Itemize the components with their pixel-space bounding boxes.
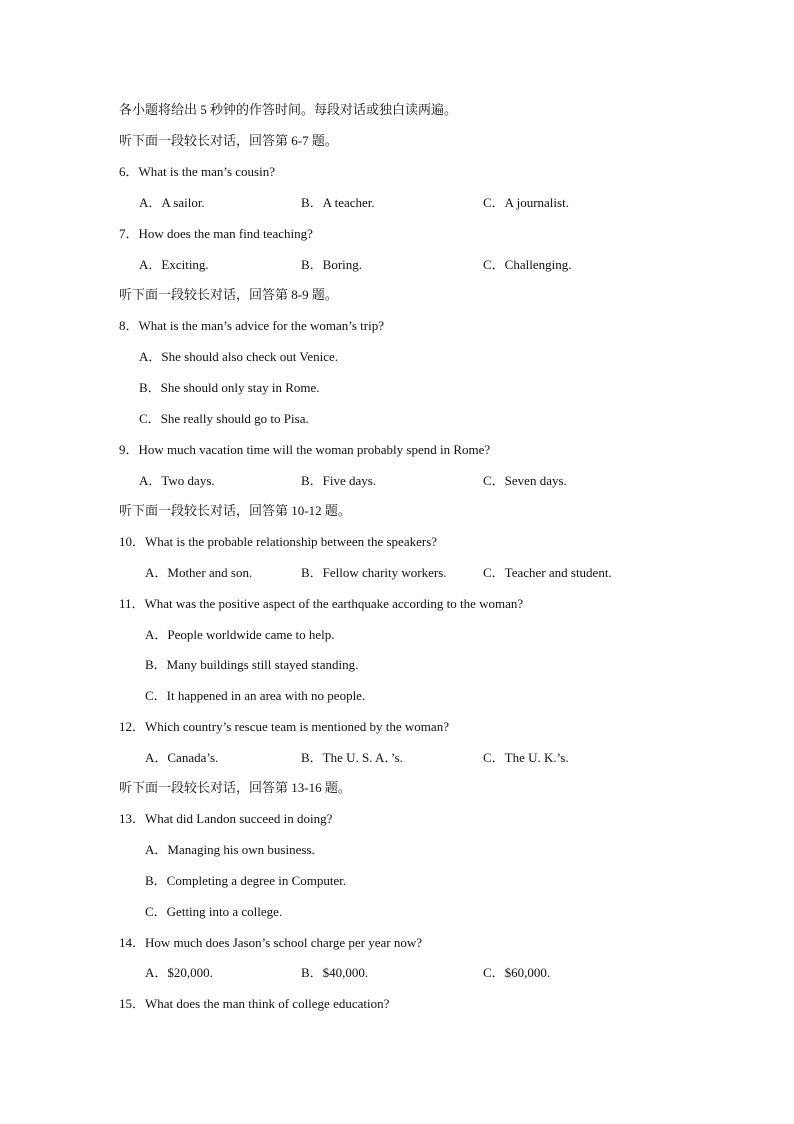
question-7-option-a: A．Exciting.	[139, 257, 209, 272]
question-8-option-b: B．She should only stay in Rome.	[139, 380, 320, 395]
instructions-text: 各小题将给出 5 秒钟的作答时间。每段对话或独白读两遍。	[119, 102, 458, 117]
question-10-option-a: A．Mother and son.	[145, 565, 253, 580]
question-9: 9．How much vacation time will the woman probably spend in Rome?	[119, 442, 491, 457]
section-heading-6-7: 听下面一段较长对话，回答第 6-7 题。	[119, 133, 338, 148]
question-6-option-a: A．A sailor.	[139, 195, 205, 210]
question-10-option-c: C．Teacher and student.	[483, 565, 612, 580]
question-6-option-b: B．A teacher.	[301, 195, 375, 210]
question-10-option-b: B．Fellow charity workers.	[301, 565, 447, 580]
question-12: 12．Which country’s rescue team is mentioned by the woman?	[119, 719, 449, 734]
question-12-options	[0, 749, 794, 767]
question-6-options	[0, 194, 794, 212]
question-14-option-a: A．$20,000.	[145, 965, 213, 980]
question-8-option-a: A．She should also check out Venice.	[139, 349, 339, 364]
question-8: 8．What is the man’s advice for the woman’s trip?	[119, 318, 384, 333]
question-14-options	[0, 964, 794, 982]
question-13: 13．What did Landon succeed in doing?	[119, 811, 333, 826]
question-14-option-b: B．$40,000.	[301, 965, 369, 980]
question-15: 15．What does the man think of college education?	[119, 996, 390, 1011]
question-14: 14．How much does Jason’s school charge per year now?	[119, 935, 423, 950]
section-heading-8-9: 听下面一段较长对话，回答第 8-9 题。	[119, 287, 338, 302]
question-7: 7．How does the man find teaching?	[119, 226, 313, 241]
question-9-option-c: C．Seven days.	[483, 473, 567, 488]
question-13-option-c: C．Getting into a college.	[145, 904, 283, 919]
question-11-option-b: B．Many buildings still stayed standing.	[145, 657, 359, 672]
question-7-options	[0, 256, 794, 274]
question-11: 11．What was the positive aspect of the earthquake according to the woman?	[119, 596, 524, 611]
question-13-option-b: B．Completing a degree in Computer.	[145, 873, 347, 888]
question-6: 6．What is the man’s cousin?	[119, 164, 275, 179]
question-14-option-c: C．$60,000.	[483, 965, 551, 980]
question-9-option-b: B．Five days.	[301, 473, 377, 488]
question-7-option-c: C．Challenging.	[483, 257, 572, 272]
question-9-options	[0, 472, 794, 490]
question-11-option-c: C．It happened in an area with no people.	[145, 688, 366, 703]
question-13-option-a: A．Managing his own business.	[145, 842, 315, 857]
question-10-options	[0, 564, 794, 582]
section-heading-10-12: 听下面一段较长对话，回答第 10-12 题。	[119, 503, 351, 518]
question-9-option-a: A．Two days.	[139, 473, 215, 488]
question-7-option-b: B．Boring.	[301, 257, 363, 272]
section-heading-13-16: 听下面一段较长对话，回答第 13-16 题。	[119, 780, 351, 795]
question-6-option-c: C．A journalist.	[483, 195, 569, 210]
question-12-option-c: C．The U. K.’s.	[483, 750, 569, 765]
question-12-option-a: A．Canada’s.	[145, 750, 219, 765]
question-10: 10．What is the probable relationship between the speakers?	[119, 534, 438, 549]
question-11-option-a: A．People worldwide came to help.	[145, 627, 335, 642]
question-8-option-c: C．She really should go to Pisa.	[139, 411, 309, 426]
question-12-option-b: B．The U. S. A．’s.	[301, 750, 403, 765]
